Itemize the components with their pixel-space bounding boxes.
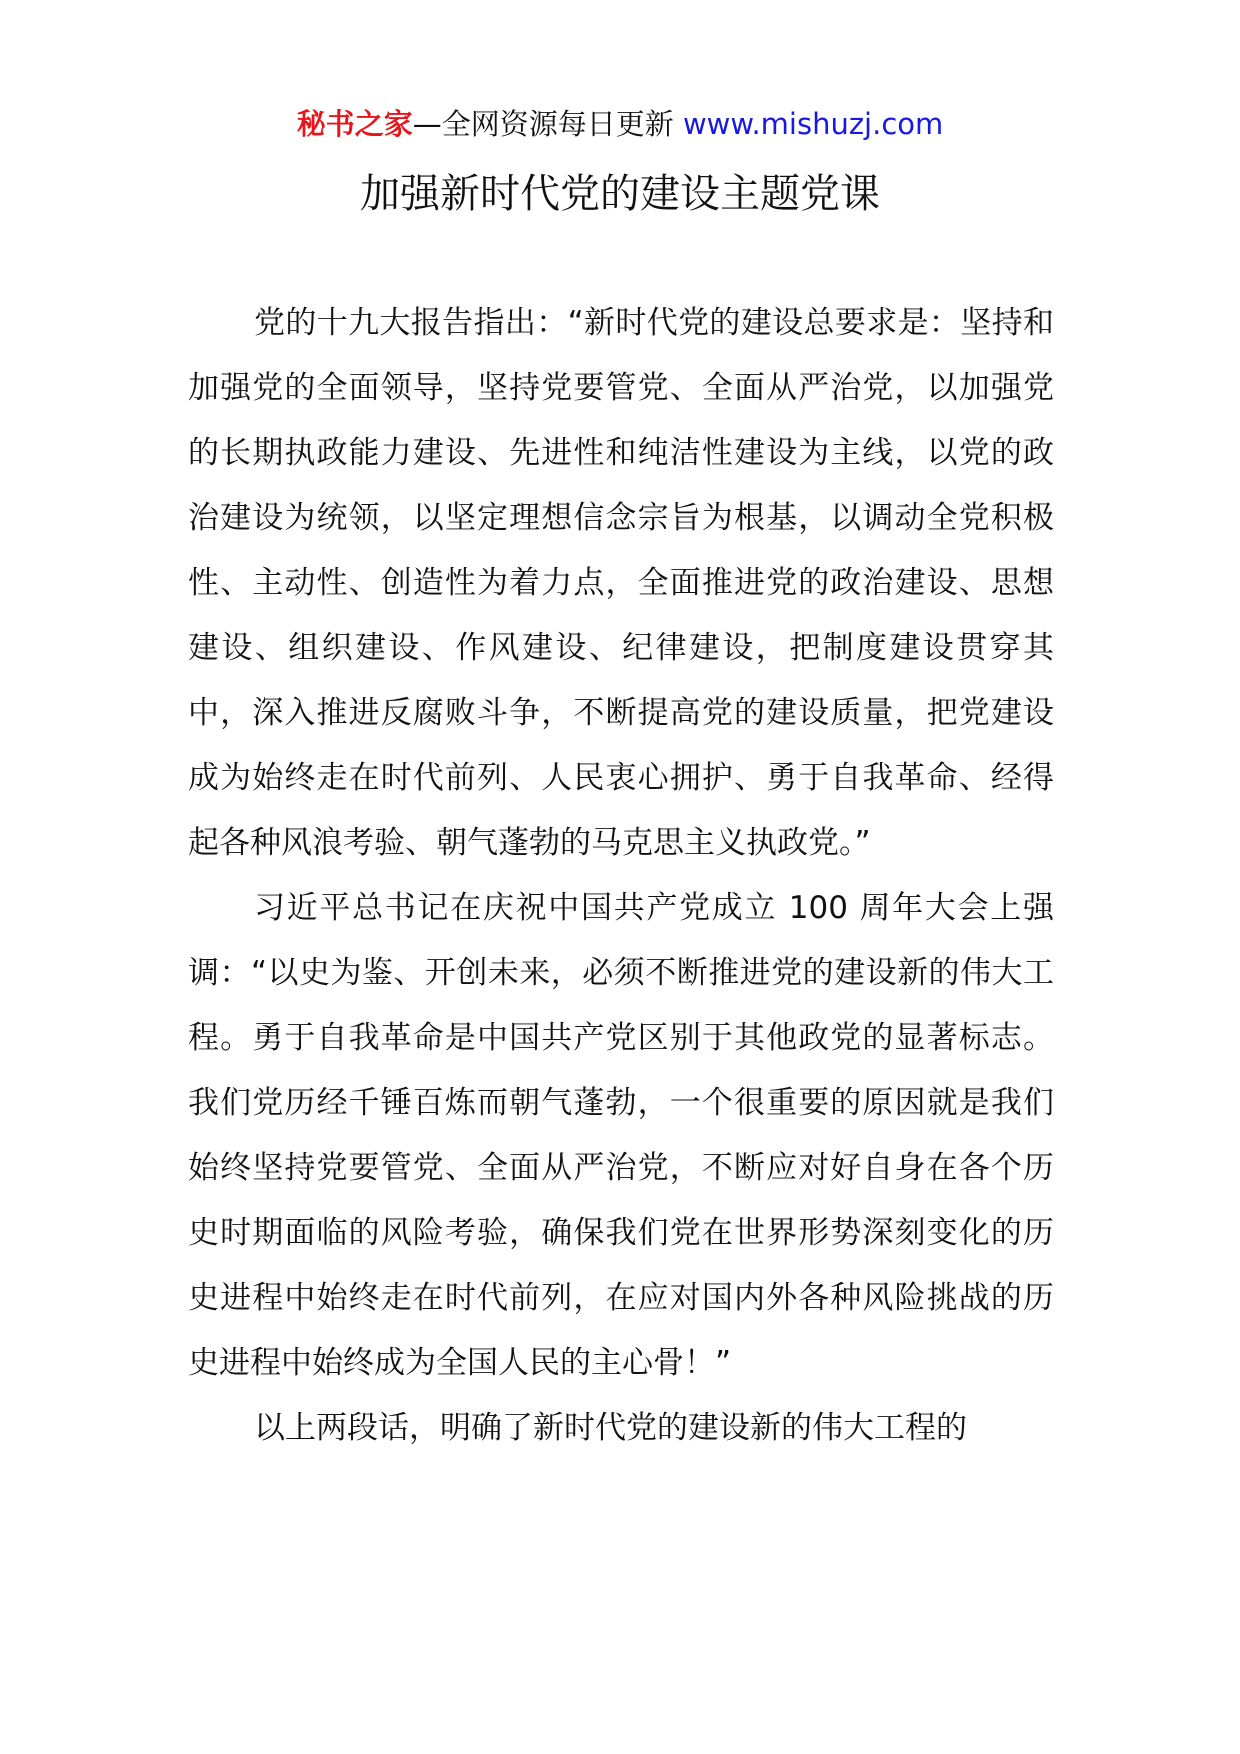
document-body	[188, 291, 1054, 1461]
paragraph-3: 以上两段话，明确了新时代党的建设新的伟大工程的	[254, 1410, 967, 1446]
brand-name: 秘书之家	[296, 107, 413, 141]
paragraph-1: 党的十九大报告指出：“新时代党的建设总要求是：坚持和加强党的全面领导，坚持党要管党、全面从严治党，以加强党的长期执政能力建设、先进性和纯洁性建设为主线，以党的政治建设为统领，以坚定理想信念宗旨为根基，以调动全党积极性、主动性、创造性为着力点，全面推进党的政治建设、思想建设、组织建设、作风建设、纪律建设，把制度建设贯穿其中，深入推进反腐败斗争，不断提高党的建设质量，把党建设成为始终走在时代前列、人民衷心拥护、勇于自我革命、经得起各种风浪考验、朝气蓬勃的马克思主义执政党。”	[188, 305, 1054, 861]
document-title: 加强新时代党的建设主题党课	[360, 171, 880, 217]
header-slogan: —全网资源每日更新	[412, 107, 683, 141]
site-header	[0, 100, 1240, 148]
paragraph-2: 习近平总书记在庆祝中国共产党成立 100 周年大会上强调：“以史为鉴、开创未来，必须不断推进党的建设新的伟大工程。勇于自我革命是中国共产党区别于其他政党的显著标志。我们党历经千锤百炼而朝气蓬勃，一个很重要的原因就是我们始终坚持党要管党、全面从严治党，不断应对好自身在各个历史时期面临的风险考验，确保我们党在世界形势深刻变化的历史进程中始终走在时代前列，在应对国内外各种风险挑战的历史进程中始终成为全国人民的主心骨！”	[188, 890, 1054, 1381]
site-url-link[interactable]: www.mishuzj.com	[682, 107, 944, 141]
